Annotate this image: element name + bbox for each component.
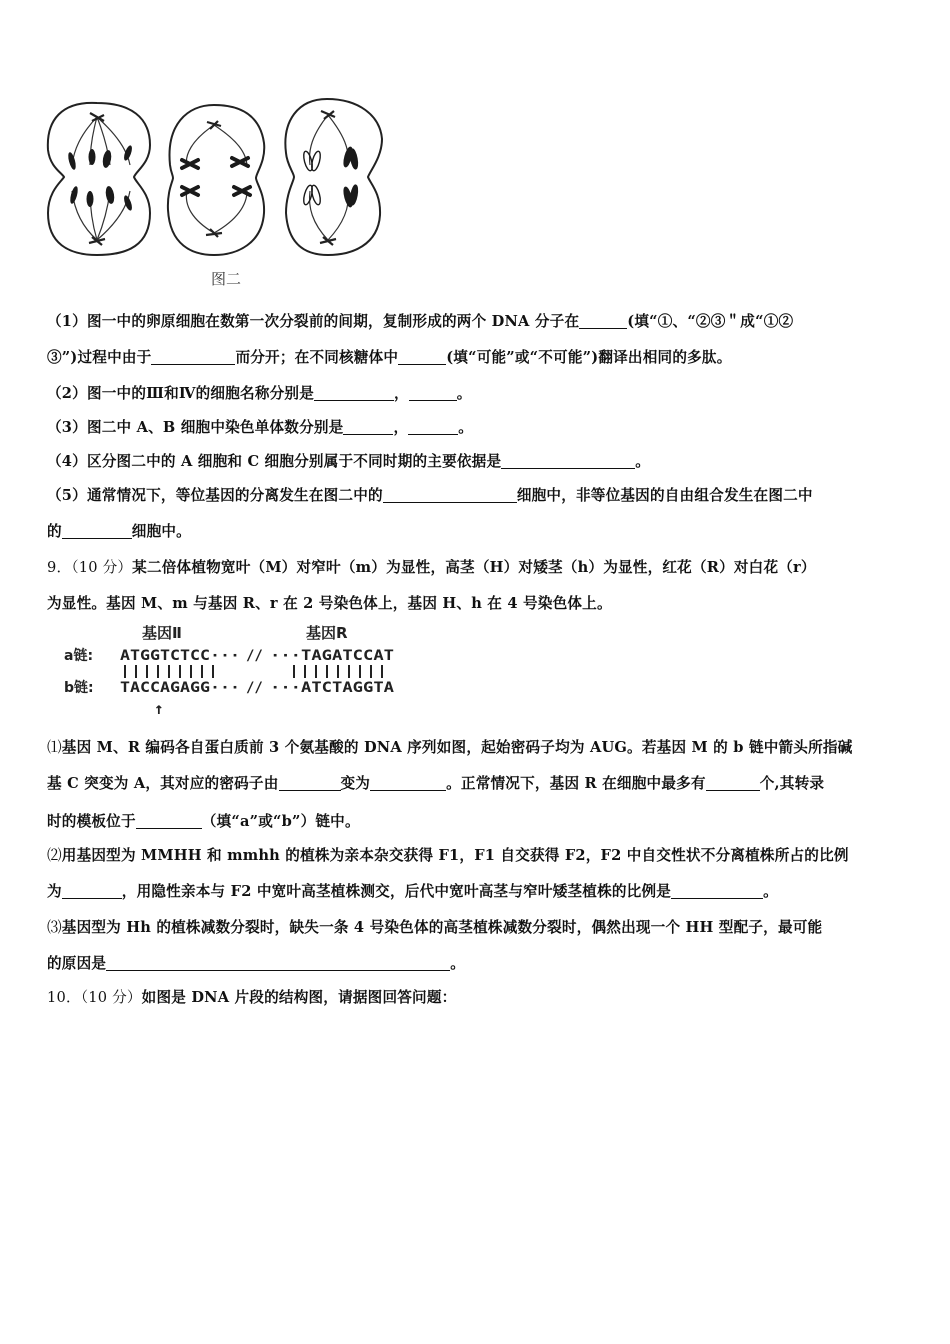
answer-blank[interactable] (370, 775, 446, 791)
answer-blank[interactable] (151, 349, 235, 365)
answer-blank[interactable] (671, 883, 763, 899)
answer-blank[interactable] (383, 487, 517, 503)
answer-blank[interactable] (398, 349, 446, 365)
answer-blank[interactable] (62, 523, 132, 539)
gene-r-label: 基因R (306, 624, 348, 642)
q8-part4: （4）区分图二中的 A 细胞和 C 细胞分别属于不同时期的主要依据是 。 (47, 453, 651, 470)
cell-b-membrane (168, 105, 264, 255)
q8-part3: （3）图二中 A、B 细胞中染色单体数分别是 ， 。 (47, 419, 474, 436)
q8-part5-line1: （5）通常情况下，等位基因的分离发生在图二中的 细胞中，非等位基因的自由组合发生在图二中 (47, 487, 813, 504)
q9-intro-line2: 为显性。基因 M、m 与基因 R、r 在 2 号染色体上，基因 H、h 在 4 号染色体上。 (47, 595, 612, 612)
figure-caption: 图二 (210, 270, 241, 288)
cell-division-figure (42, 95, 392, 260)
q9-sub3-line2: 的原因是 。 (47, 955, 465, 972)
q8-part1-line2: ③”)过程中由于 而分开；在不同核糖体中 (填“可能”或“不可能”)翻译出相同的多肽。 (47, 349, 732, 366)
b-chain-seq-m: TACCAGAGG··· (120, 680, 240, 696)
answer-blank[interactable] (106, 955, 450, 971)
answer-blank[interactable] (409, 385, 457, 401)
q9-sub2-line1: ⑵用基因型为 MMHH 和 mmhh 的植株为亲本杂交获得 F1，F1 自交获得 F2，F2 中自交性状不分离植株所占的比例 (47, 847, 849, 864)
answer-blank[interactable] (343, 419, 393, 435)
q8-part2: （2）图一中的Ⅲ和Ⅳ的细胞名称分别是 ， 。 (47, 385, 472, 402)
q8-part5-line2: 的 细胞中。 (47, 523, 191, 540)
q9-intro-line1: 9．（10 分）某二倍体植物宽叶（M）对窄叶（m）为显性，高茎（H）对矮茎（h）为显性，红花（R）对白花（r） (47, 559, 816, 576)
question-number: 9．（10 分） (47, 559, 133, 576)
base-pair-bonds (125, 665, 382, 678)
answer-blank[interactable] (279, 775, 341, 791)
q9-sub1-line1: ⑴基因 M、R 编码各自蛋白质前 3 个氨基酸的 DNA 序列如图，起始密码子均为 AUG。若基因 M 的 b 链中箭头所指碱 (47, 739, 853, 756)
q8-part1-line1: （1）图一中的卵原细胞在数第一次分裂前的间期，复制形成的两个 DNA 分子在 (填“①、“②③＂成“①② (47, 313, 794, 330)
q9-sub3-line1: ⑶基因型为 Hh 的植株减数分裂时，缺失一条 4 号染色体的高茎植株减数分裂时，偶然出现一个 HH 型配子，最可能 (47, 919, 823, 936)
answer-blank[interactable] (62, 883, 122, 899)
cell-a-membrane (48, 103, 150, 255)
break-mark: // (246, 648, 263, 664)
break-mark: // (246, 680, 263, 696)
a-chain-seq-m: ATGGTCTCC··· (120, 648, 240, 664)
answer-blank[interactable] (501, 453, 635, 469)
q9-sub2-line2: 为 ，用隐性亲本与 F2 中宽叶高茎植株测交，后代中宽叶高茎与窄叶矮茎植株的比例是 。 (47, 883, 778, 900)
b-chain-seq-r: ···ATCTAGGTA (270, 680, 395, 696)
answer-blank[interactable] (136, 813, 202, 829)
answer-blank[interactable] (706, 775, 760, 791)
a-chain-label: a链: (64, 648, 94, 664)
answer-blank[interactable] (579, 313, 627, 329)
q10-intro: 10．（10 分）如图是 DNA 片段的结构图，请据图回答问题： (47, 989, 457, 1006)
question-number: 10．（10 分） (47, 989, 142, 1006)
a-chain-seq-r: ···TAGATCCAT (270, 648, 394, 664)
q9-sub1-line2: 基 C 突变为 A，其对应的密码子由 变为 。正常情况下，基因 R 在细胞中最多有 个,其转录 (47, 775, 825, 792)
answer-blank[interactable] (408, 419, 458, 435)
q9-sub1-line3: 时的模板位于 （填“a”或“b”）链中。 (47, 813, 360, 830)
mutation-arrow-icon: ↑ (154, 699, 164, 718)
b-chain-label: b链: (64, 680, 94, 696)
gene-m-label: 基因Ⅱ (142, 624, 182, 642)
answer-blank[interactable] (314, 385, 394, 401)
dna-sequence-figure (62, 620, 407, 718)
